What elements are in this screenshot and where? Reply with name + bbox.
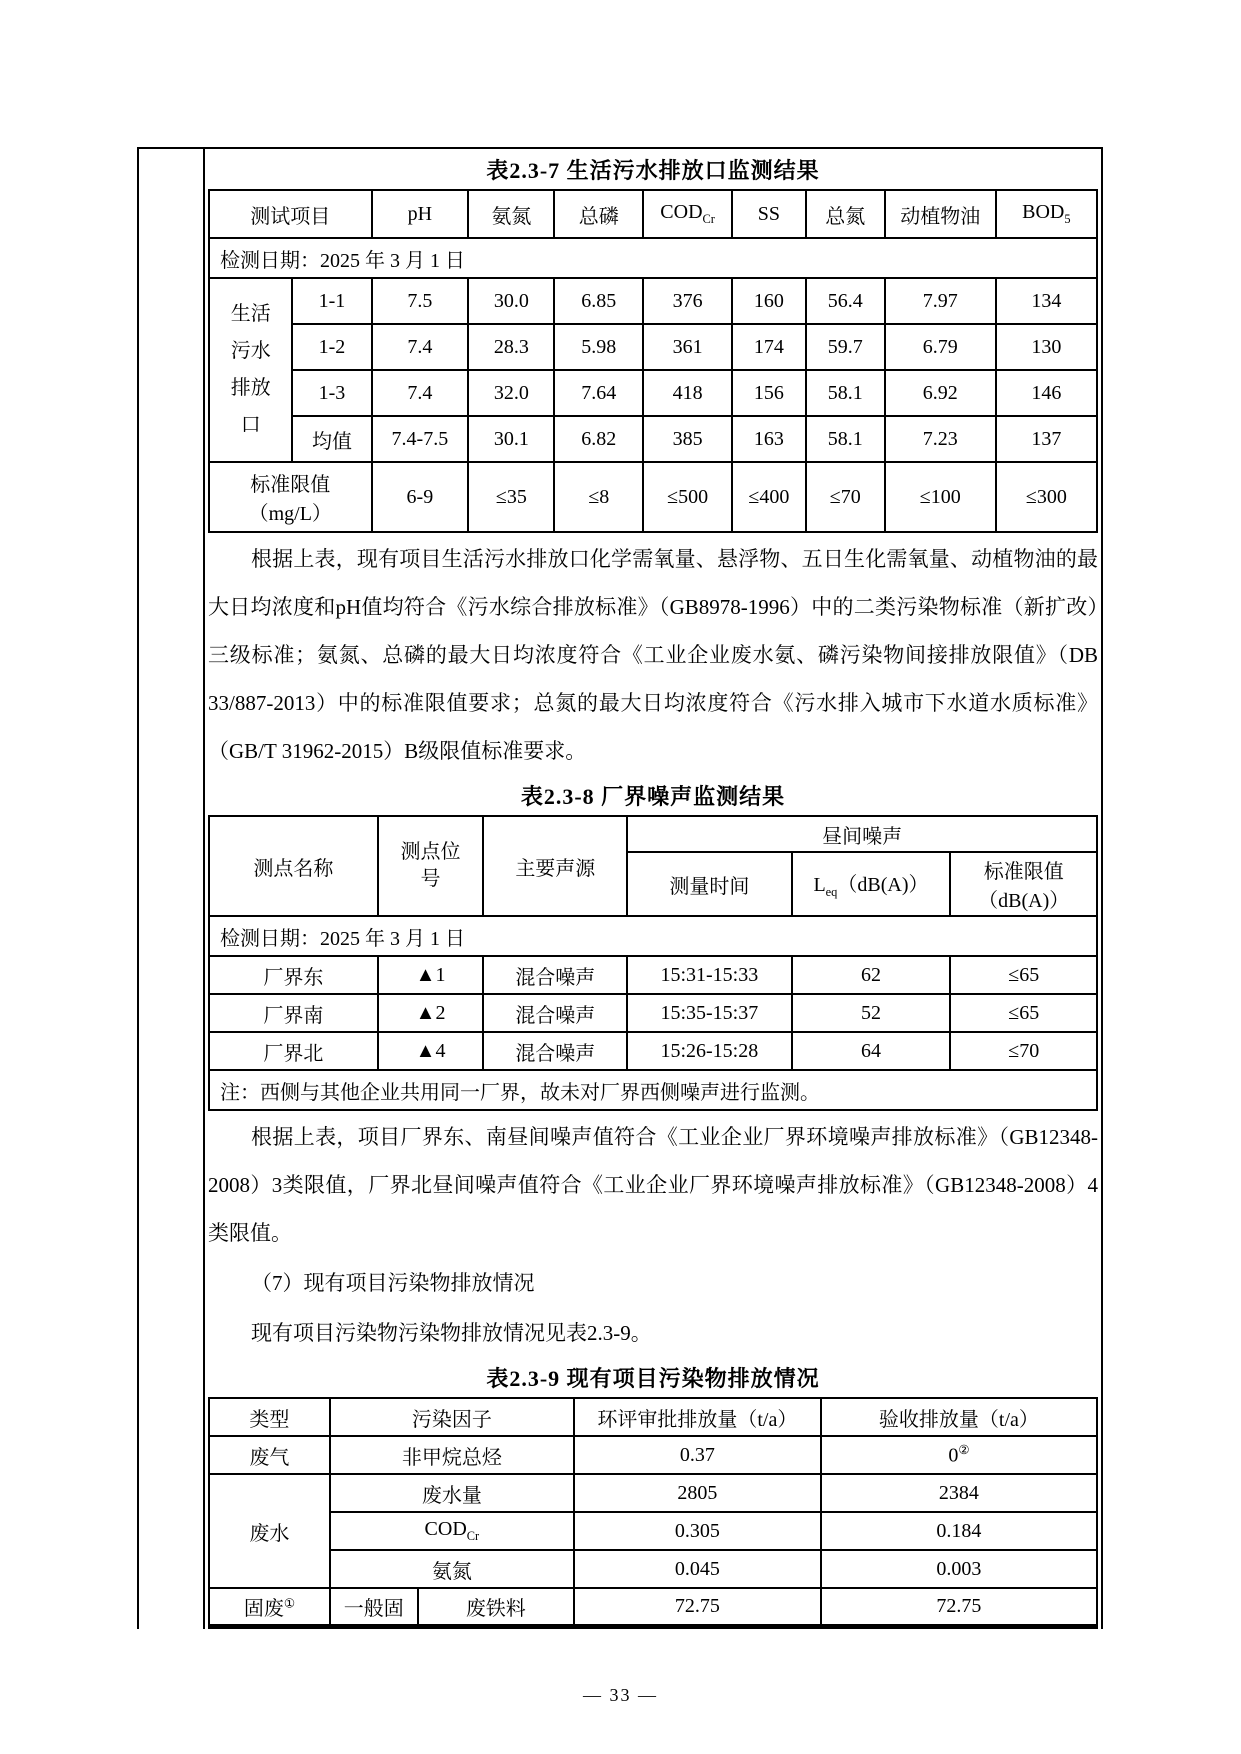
table-cell: ≤300 (996, 462, 1097, 532)
table-cell: 30.1 (468, 416, 554, 462)
table-cell: 6.92 (885, 370, 996, 416)
table-row (209, 370, 1097, 416)
table-cell: ≤65 (950, 994, 1097, 1032)
table-cell: 56.4 (806, 278, 885, 324)
table-cell: ≤8 (554, 462, 643, 532)
table-cell: 0.003 (821, 1550, 1097, 1588)
page-number: — 33 — (583, 1685, 658, 1705)
table-cell: 376 (643, 278, 732, 324)
row-label: 1-1 (292, 278, 371, 324)
table-cell: ≤400 (732, 462, 806, 532)
header-measure-time: 测量时间 (627, 852, 791, 916)
table-cell: 废气 (209, 1436, 330, 1474)
table-cell: 7.5 (372, 278, 469, 324)
table-row (209, 1512, 1097, 1550)
header-approved: 环评审批排放量（t/a） (574, 1398, 821, 1436)
table-cell: 72.75 (821, 1588, 1097, 1626)
table-cell: 7.4 (372, 370, 469, 416)
table-cell: ≤70 (950, 1032, 1097, 1070)
form-frame (137, 147, 1103, 1629)
table-cell: 5.98 (554, 324, 643, 370)
table-row (209, 994, 1097, 1032)
table-row (209, 1032, 1097, 1070)
wastewater-group-label: 废水 (209, 1474, 330, 1588)
table-cell: 137 (996, 416, 1097, 462)
table-cell: ▲2 (378, 994, 484, 1032)
table-cell: 一般固 (330, 1588, 418, 1626)
table-row (209, 1070, 1097, 1110)
table-cell: 2805 (574, 1474, 821, 1512)
noise-table (208, 815, 1098, 1111)
table-cell: 6.79 (885, 324, 996, 370)
sewage-table-title: 表2.3-7 生活污水排放口监测结果 (486, 158, 820, 183)
header-factor: 污染因子 (330, 1398, 574, 1436)
table-cell: 6.85 (554, 278, 643, 324)
table-cell: 0.305 (574, 1512, 821, 1550)
noise-analysis-paragraph: 根据上表，项目厂界东、南昼间噪声值符合《工业企业厂界环境噪声排放标准》（GB12348-2008）3类限值，厂界北昼间噪声值符合《工业企业厂界环境噪声排放标准》（GB12348-2008）4类限值。 (208, 1125, 1098, 1245)
table-cell: 59.7 (806, 324, 885, 370)
header-ss: SS (732, 190, 806, 238)
header-daytime-noise: 昼间噪声 (627, 816, 1097, 852)
table-cell: 160 (732, 278, 806, 324)
table-row (209, 816, 1097, 852)
header-leq: $L_{eq}(dB(A))$ (792, 852, 951, 916)
table-cell: 64 (792, 1032, 951, 1070)
table-cell: 52 (792, 994, 951, 1032)
header-oil: 动植物油 (885, 190, 996, 238)
table-cell: 2384 (821, 1474, 1097, 1512)
table-cell: 58.1 (806, 370, 885, 416)
table-cell: 134 (996, 278, 1097, 324)
table-cell: 174 (732, 324, 806, 370)
table-row (209, 1398, 1097, 1436)
table-cell: ≤500 (643, 462, 732, 532)
table-cell: 385 (643, 416, 732, 462)
table-cell: 130 (996, 324, 1097, 370)
table-cell: 7.64 (554, 370, 643, 416)
table-cell: 361 (643, 324, 732, 370)
table-cell: 28.3 (468, 324, 554, 370)
table-row (209, 324, 1097, 370)
table-row (209, 1436, 1097, 1474)
table-row (209, 190, 1097, 238)
sewage-table (208, 189, 1098, 533)
table-cell: 混合噪声 (483, 994, 627, 1032)
table-cell: ≤35 (468, 462, 554, 532)
row-label: 1-2 (292, 324, 371, 370)
header-noise-limit: 标准限值 （dB(A)） (950, 852, 1097, 916)
table-cell: $COD_{Cr}$ (330, 1512, 574, 1550)
sewage-limit-label: 标准限值 （mg/L） (209, 462, 372, 532)
header-point-name: 测点名称 (209, 816, 378, 916)
noise-table-title: 表2.3-8 厂界噪声监测结果 (520, 784, 786, 809)
table-cell: 30.0 (468, 278, 554, 324)
table-cell: 15:26-15:28 (627, 1032, 791, 1070)
noise-date-row: 检测日期：2025 年 3 月 1 日 (209, 916, 1097, 956)
table-row (209, 238, 1097, 278)
table-cell: 厂界北 (209, 1032, 378, 1070)
table-row (209, 1474, 1097, 1512)
table-cell: 6-9 (372, 462, 469, 532)
header-cod: $COD_{Cr}$ (643, 190, 732, 238)
row-label: 1-3 (292, 370, 371, 416)
table-cell: 厂界南 (209, 994, 378, 1032)
table-cell: 7.4 (372, 324, 469, 370)
table-cell: 62 (792, 956, 951, 994)
sewage-date-row: 检测日期：2025 年 3 月 1 日 (209, 238, 1097, 278)
header-ammonia: 氨氮 (468, 190, 554, 238)
table-cell: ≤70 (806, 462, 885, 532)
table-cell: 146 (996, 370, 1097, 416)
table-cell: 15:35-15:37 (627, 994, 791, 1032)
table-cell: 厂界东 (209, 956, 378, 994)
table-row (209, 1550, 1097, 1588)
table-cell: 6.82 (554, 416, 643, 462)
noise-note-row: 注：西侧与其他企业共用同一厂界，故未对厂界西侧噪声进行监测。 (209, 1070, 1097, 1110)
solid-waste-label: 固废① (209, 1588, 330, 1626)
table-cell: 0.37 (574, 1436, 821, 1474)
header-bod: $BOD_5$ (996, 190, 1097, 238)
table-cell: 非甲烷总烃 (330, 1436, 574, 1474)
table-cell: 58.1 (806, 416, 885, 462)
table-cell: 氨氮 (330, 1550, 574, 1588)
table-cell: 7.4-7.5 (372, 416, 469, 462)
table-cell: 7.97 (885, 278, 996, 324)
header-tp: 总磷 (554, 190, 643, 238)
table-cell: 15:31-15:33 (627, 956, 791, 994)
table-cell: ▲1 (378, 956, 484, 994)
header-accepted: 验收排放量（t/a） (821, 1398, 1097, 1436)
table-cell: 418 (643, 370, 732, 416)
item7-intro: 现有项目污染物污染物排放情况见表2.3-9。 (251, 1321, 652, 1345)
table-row (209, 1588, 1097, 1626)
table-cell: 废水量 (330, 1474, 574, 1512)
table-row (209, 956, 1097, 994)
emission-table-title: 表2.3-9 现有项目污染物排放情况 (486, 1366, 820, 1391)
table-cell: ≤100 (885, 462, 996, 532)
sewage-analysis-paragraph: 根据上表，现有项目生活污水排放口化学需氧量、悬浮物、五日生化需氧量、动植物油的最大日均浓度和pH值均符合《污水综合排放标准》（GB8978-1996）中的二类污染物标准（新扩改）三级标准；氨氮、总磷的最大日均浓度符合《工业企业废水氨、磷污染物间接排放限值》（DB 33/887-2013）中的标准限值要求；总氮的最大日均浓度符合《污水排入城市下水道水质标准》（GB/T 31962-2015）B级限值标准要求。 (208, 547, 1098, 763)
form-content (205, 149, 1101, 1629)
table-cell: 32.0 (468, 370, 554, 416)
table-row (209, 462, 1097, 532)
header-ph: pH (372, 190, 469, 238)
sewage-group-label: 生活污水排放口 (209, 278, 292, 462)
item7-heading: （7）现有项目污染物排放情况 (251, 1271, 535, 1295)
table-cell: 0② (821, 1436, 1097, 1474)
header-tn: 总氮 (806, 190, 885, 238)
form-left-margin-cell (139, 149, 205, 1629)
table-cell: 0.184 (821, 1512, 1097, 1550)
header-source: 主要声源 (483, 816, 627, 916)
table-cell: 混合噪声 (483, 1032, 627, 1070)
table-cell: 0.045 (574, 1550, 821, 1588)
table-cell: 156 (732, 370, 806, 416)
table-row (209, 416, 1097, 462)
table-cell: 163 (732, 416, 806, 462)
table-row (209, 916, 1097, 956)
emission-table (208, 1397, 1098, 1629)
table-cell: ≤65 (950, 956, 1097, 994)
table-row (209, 278, 1097, 324)
table-cell: 混合噪声 (483, 956, 627, 994)
header-test-item: 测试项目 (209, 190, 372, 238)
table-cell: 7.23 (885, 416, 996, 462)
header-point-no: 测点位号 (378, 816, 484, 916)
row-label: 均值 (292, 416, 371, 462)
header-type: 类型 (209, 1398, 330, 1436)
table-cell: ▲4 (378, 1032, 484, 1070)
table-cell: 72.75 (574, 1588, 821, 1626)
table-cell: 废铁料 (418, 1588, 574, 1626)
